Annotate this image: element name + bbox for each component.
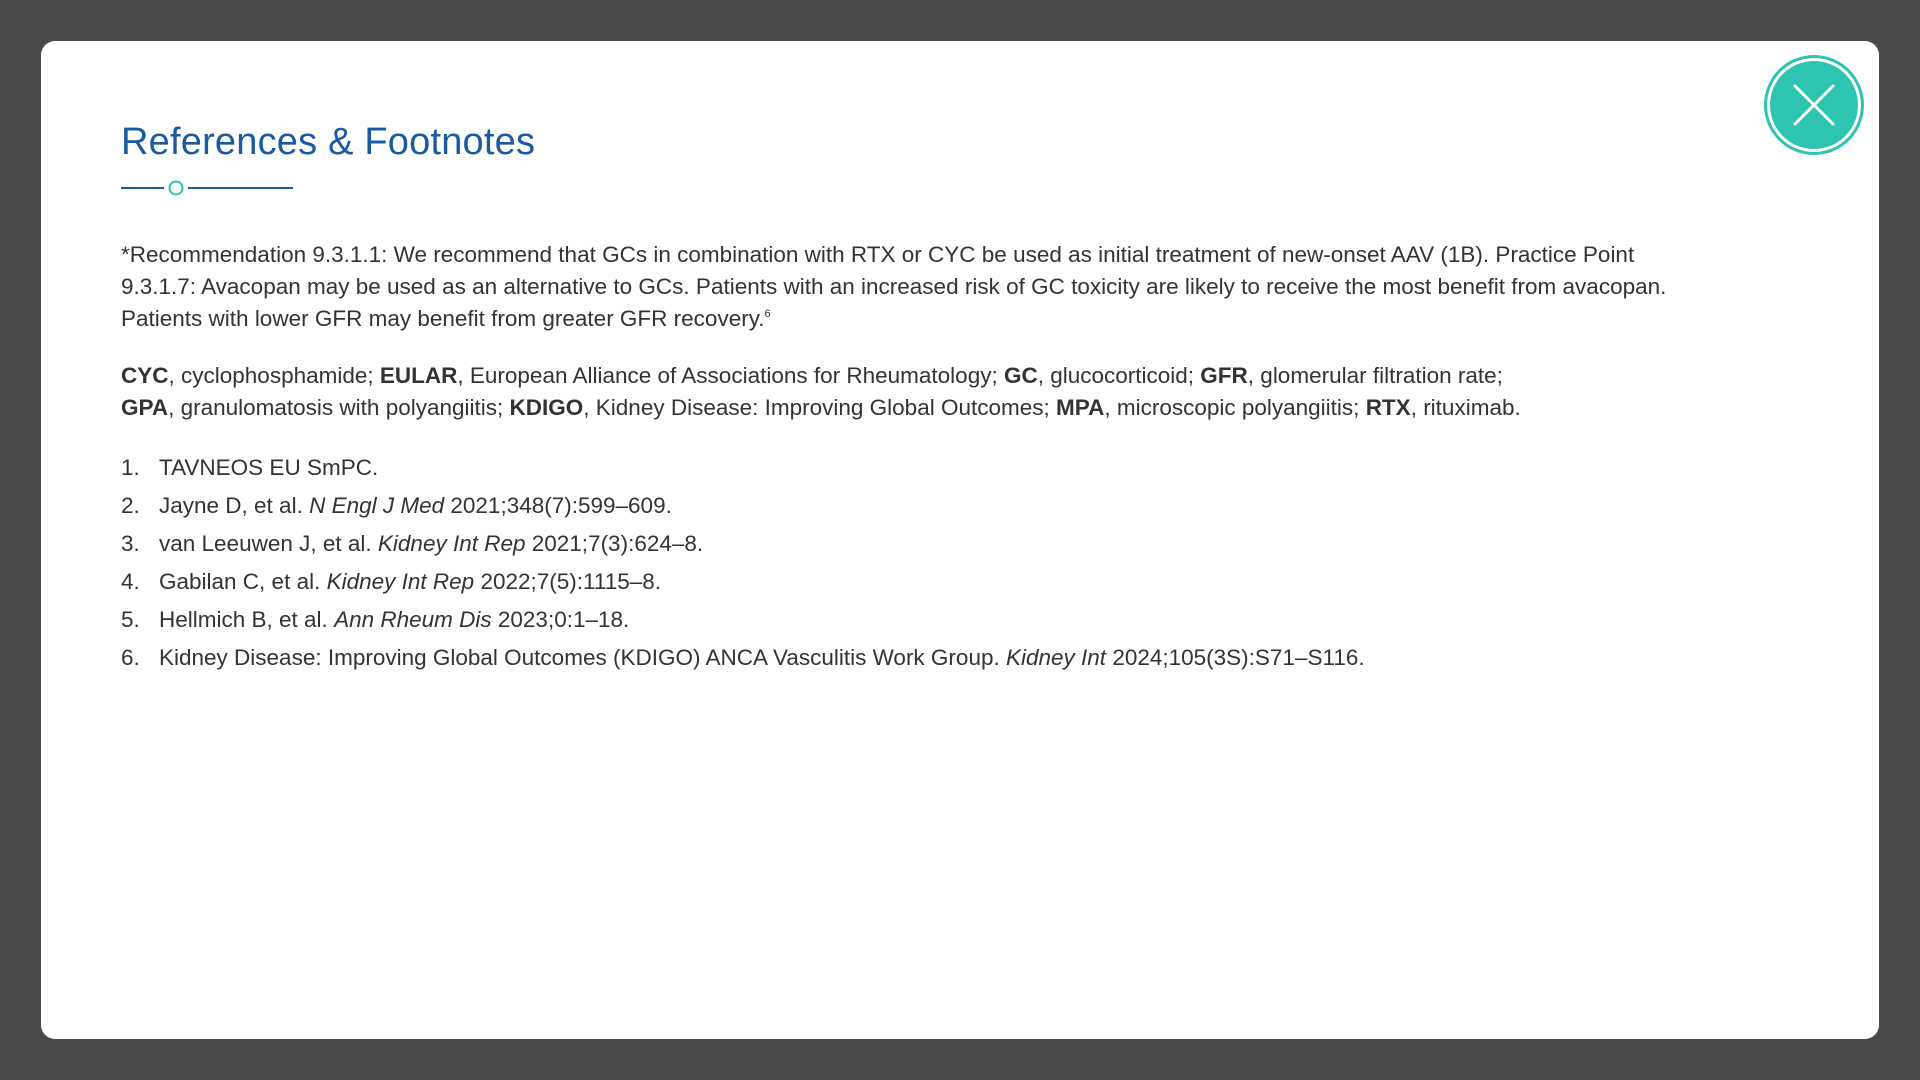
abbreviation-definition: , microscopic polyangiitis; <box>1104 395 1366 420</box>
reference-text <box>159 525 703 563</box>
close-x-icon <box>1792 83 1836 127</box>
reference-item <box>121 563 1681 601</box>
reference-journal: Ann Rheum Dis <box>334 607 492 632</box>
reference-number: 4. <box>121 569 140 594</box>
reference-citation: 2023;0:1–18. <box>491 607 630 632</box>
abbreviation-definition: , granulomatosis with polyangiitis; <box>168 395 510 420</box>
reference-citation: 2022;7(5):1115–8. <box>474 569 661 594</box>
abbreviation-term: GFR <box>1200 363 1248 388</box>
reference-authors: Kidney Disease: Improving Global Outcomes (KDIGO) ANCA Vasculitis Work Group. <box>159 645 1006 670</box>
title-divider <box>121 179 293 197</box>
abbreviation-definition: , glucocorticoid; <box>1037 363 1201 388</box>
abbreviation-definition: , cyclophosphamide; <box>168 363 380 388</box>
abbreviation-term: RTX <box>1365 395 1411 420</box>
reference-text <box>159 563 661 601</box>
abbreviation-term: GPA <box>121 395 169 420</box>
reference-authors: Hellmich B, et al. <box>159 607 335 632</box>
abbreviations-list <box>121 360 1681 424</box>
reference-item <box>121 487 1681 525</box>
reference-citation: 2024;105(3S):S71–S116. <box>1106 645 1365 670</box>
modal-title: References & Footnotes <box>121 121 536 163</box>
close-button[interactable] <box>1770 61 1858 149</box>
reference-journal: Kidney Int Rep <box>326 569 475 594</box>
abbreviation-term: MPA <box>1056 395 1105 420</box>
reference-text <box>159 601 629 639</box>
abbreviation-term: KDIGO <box>509 395 584 420</box>
modal-content <box>121 239 1681 677</box>
reference-item <box>121 601 1681 639</box>
recommendation-footnote <box>121 239 1681 335</box>
reference-number: 3. <box>121 531 140 556</box>
reference-number: 1. <box>121 455 140 480</box>
reference-authors: TAVNEOS EU SmPC. <box>159 455 379 480</box>
reference-text <box>159 639 1365 677</box>
abbreviation-term: CYC <box>121 363 169 388</box>
reference-item <box>121 639 1681 677</box>
abbreviation-definition: , Kidney Disease: Improving Global Outcomes; <box>583 395 1056 420</box>
reference-text <box>159 449 378 487</box>
reference-authors: Gabilan C, et al. <box>159 569 327 594</box>
recommendation-text: *Recommendation 9.3.1.1: We recommend that GCs in combination with RTX or CYC be used as initial treatment of new-onset AAV (1B). Practice Point 9.3.1.7: Avacopan may be used as an alternative to GCs. Patients with an increased risk of GC toxicity are likely to receive the most benefit from avacopan. Patients with lower GFR may benefit from greater GFR recovery. <box>121 242 1667 331</box>
reference-authors: Jayne D, et al. <box>159 493 310 518</box>
reference-journal: N Engl J Med <box>309 493 445 518</box>
reference-number: 2. <box>121 493 140 518</box>
reference-number: 5. <box>121 607 140 632</box>
reference-item <box>121 525 1681 563</box>
recommendation-superscript: 6 <box>764 308 771 320</box>
reference-item <box>121 449 1681 487</box>
abbreviation-definition: , rituximab. <box>1410 395 1521 420</box>
reference-number: 6. <box>121 645 140 670</box>
references-modal <box>41 41 1879 1039</box>
reference-citation: 2021;7(3):624–8. <box>525 531 704 556</box>
reference-journal: Kidney Int Rep <box>377 531 526 556</box>
abbreviation-term: EULAR <box>379 363 458 388</box>
abbreviation-definition: , glomerular filtration rate; <box>1247 363 1503 388</box>
reference-text <box>159 487 672 525</box>
abbreviation-definition: , European Alliance of Associations for Rheumatology; <box>457 363 1004 388</box>
references-list <box>121 449 1681 677</box>
reference-citation: 2021;348(7):599–609. <box>444 493 672 518</box>
abbreviation-term: GC <box>1003 363 1038 388</box>
reference-authors: van Leeuwen J, et al. <box>159 531 378 556</box>
reference-journal: Kidney Int <box>1005 645 1107 670</box>
